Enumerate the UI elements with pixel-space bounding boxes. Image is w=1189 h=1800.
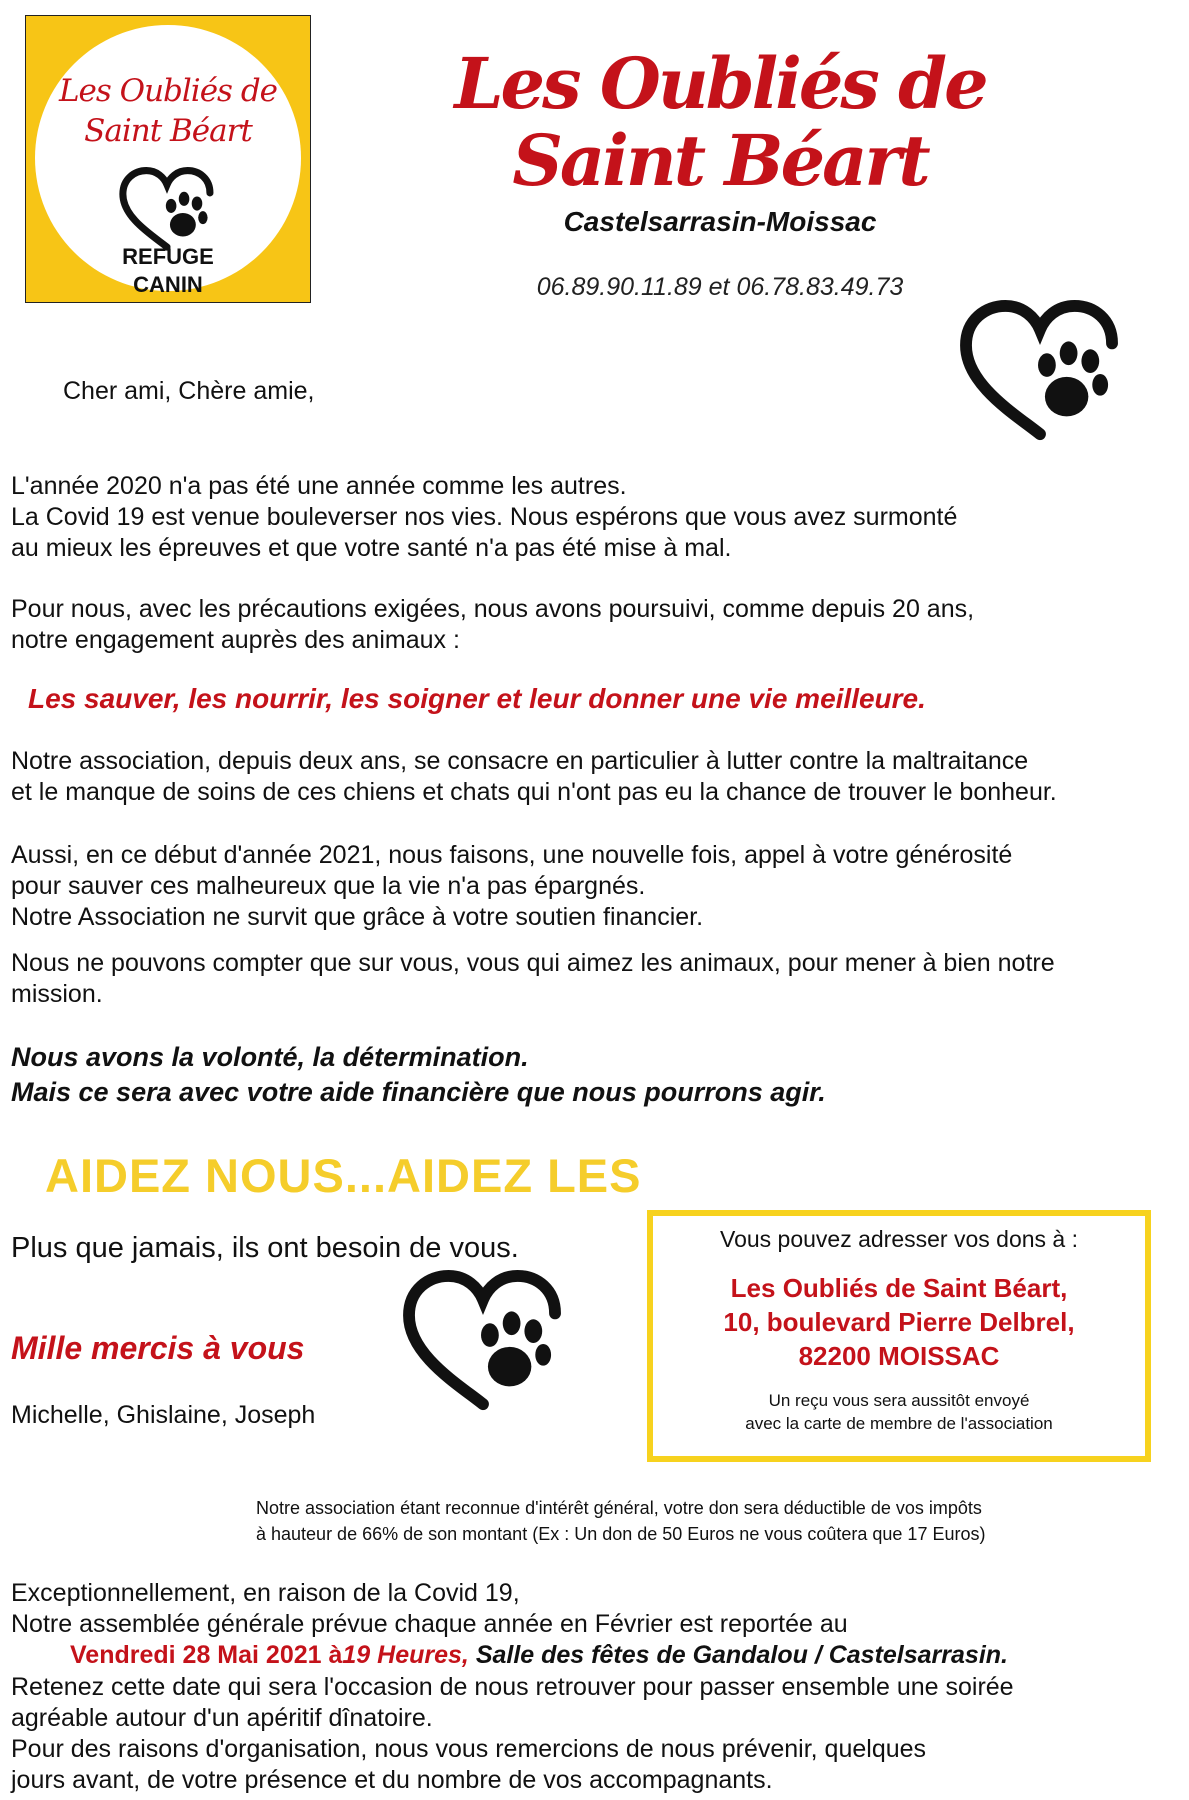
assembly-line7: jours avant, de votre présence et du nombre de vos accompagnants. <box>11 1766 773 1794</box>
assembly-line4: Retenez cette date qui sera l'occasion de nous retrouver pour passer ensemble une soirée <box>11 1673 1014 1701</box>
aidez-heading: AIDEZ NOUS...AIDEZ LES <box>45 1149 642 1202</box>
paragraph-1-line2: La Covid 19 est venue bouleverser nos vies. Nous espérons que vous avez surmonté <box>11 503 958 531</box>
paragraph-1-line1: L'année 2020 n'a pas été une année comme les autres. <box>11 472 627 500</box>
logo-circle <box>35 25 301 297</box>
donation-address-line1: Les Oubliés de Saint Béart, <box>730 1273 1068 1303</box>
paragraph-1-line3: au mieux les épreuves et que votre santé n'a pas été mise à mal. <box>11 534 732 562</box>
need-line: Plus que jamais, ils ont besoin de vous. <box>11 1232 519 1264</box>
page-title-line2: Saint Béart <box>512 119 928 202</box>
assembly-line1: Exceptionnellement, en raison de la Covid 19, <box>11 1579 520 1607</box>
paragraph-2-line2: notre engagement auprès des animaux : <box>11 626 460 654</box>
donation-intro: Vous pouvez adresser vos dons à : <box>720 1226 1078 1252</box>
assembly-date: Vendredi 28 Mai 2021 à <box>70 1641 343 1669</box>
assembly-time: 19 Heures, <box>342 1641 469 1669</box>
tax-note-line1: Notre association étant reconnue d'intérêt général, votre don sera déductible de vos impôts <box>256 1498 982 1518</box>
paragraph-5-line1: Nous ne pouvons compter que sur vous, vous qui aimez les animaux, pour mener à bien notre <box>11 949 1055 977</box>
will-line2: Mais ce sera avec votre aide financière que nous pourrons agir. <box>11 1077 826 1107</box>
paragraph-4-line3: Notre Association ne survit que grâce à votre soutien financier. <box>11 903 704 931</box>
logo-canin: CANIN <box>133 272 203 297</box>
tax-note-line2: à hauteur de 66% de son montant (Ex : Un don de 50 Euros ne vous coûtera que 17 Euros) <box>256 1524 986 1544</box>
logo-refuge: REFUGE <box>122 244 214 269</box>
greeting: Cher ami, Chère amie, <box>63 377 315 405</box>
logo <box>25 15 311 303</box>
heart-paw-icon <box>398 1268 568 1416</box>
donation-box <box>647 1210 1151 1462</box>
mission-statement: Les sauver, les nourrir, les soigner et leur donner une vie meilleure. <box>28 683 926 714</box>
donation-address-line3: 82200 MOISSAC <box>798 1341 1000 1371</box>
will-line1: Nous avons la volonté, la détermination. <box>11 1042 529 1072</box>
receipt-line1: Un reçu vous sera aussitôt envoyé <box>768 1391 1030 1410</box>
paragraph-4-line2: pour sauver ces malheureux que la vie n'a pas épargnés. <box>11 872 646 900</box>
assembly-line5: agréable autour d'un apéritif dînatoire. <box>11 1704 433 1732</box>
page-title-line1: Les Oubliés de <box>454 42 986 125</box>
paragraph-3-line2: et le manque de soins de ces chiens et chats qui n'ont pas eu la chance de trouver le bonheur. <box>11 778 1057 806</box>
logo-title-line1: Les Oubliés de <box>58 73 278 109</box>
subtitle: Castelsarrasin-Moissac <box>563 206 877 237</box>
paragraph-4-line1: Aussi, en ce début d'année 2021, nous faisons, une nouvelle fois, appel à votre générosité <box>11 841 1013 869</box>
assembly-line6: Pour des raisons d'organisation, nous vous remercions de nous prévenir, quelques <box>11 1735 927 1763</box>
receipt-line2: avec la carte de membre de l'association <box>745 1414 1053 1433</box>
assembly-line2: Notre assemblée générale prévue chaque année en Février est reportée au <box>11 1610 848 1638</box>
donation-address-line2: 10, boulevard Pierre Delbrel, <box>723 1307 1075 1337</box>
paragraph-3-line1: Notre association, depuis deux ans, se consacre en particulier à lutter contre la maltraitance <box>11 747 1029 775</box>
paragraph-2-line1: Pour nous, avec les précautions exigées, nous avons poursuivi, comme depuis 20 ans, <box>11 595 975 623</box>
heart-paw-icon <box>955 298 1125 446</box>
signature: Michelle, Ghislaine, Joseph <box>11 1401 316 1429</box>
phone-numbers: 06.89.90.11.89 et 06.78.83.49.73 <box>536 273 904 301</box>
assembly-place: Salle des fêtes de Gandalou / Castelsarrasin. <box>475 1641 1008 1669</box>
heart-paw-icon <box>117 165 217 255</box>
thanks: Mille mercis à vous <box>11 1330 305 1366</box>
assembly-date-line <box>70 1641 1008 1670</box>
paragraph-5-line2: mission. <box>11 980 103 1008</box>
logo-title-line2: Saint Béart <box>84 113 252 149</box>
